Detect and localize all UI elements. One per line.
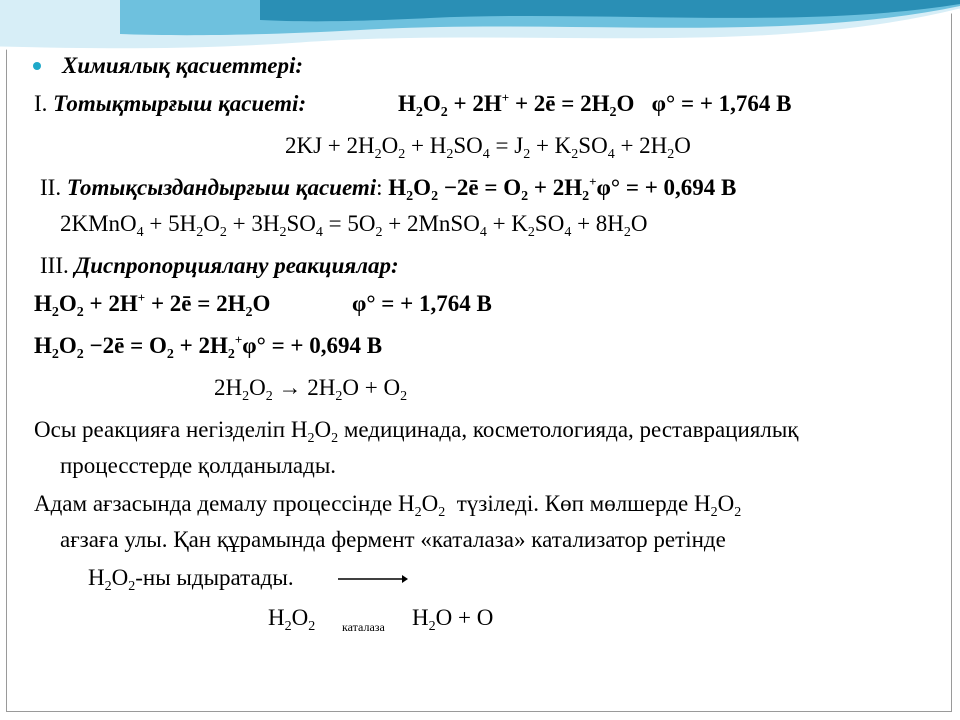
section-3-equation-2: $H_2O_2$ −2ē = $O_2 + 2H_2^+\varphi^\circ$ = + 0,694 В	[34, 332, 383, 362]
section-3-title: Диспропорциялану реакциялар:	[74, 253, 399, 278]
catalyst-label: каталаза	[342, 620, 385, 634]
paragraph-1-line-2: процесстерде қолданылады.	[60, 453, 337, 478]
section-1-roman: I.	[34, 91, 48, 116]
section-3-line	[40, 252, 399, 280]
final-reactant: $H_2O_2$	[268, 605, 316, 634]
section-1-example-equation: $2KJ + 2H_2O_2 + H_2SO_4 = J_2 + K_2SO_4 + 2H_2O$	[285, 133, 691, 162]
section-2-line: II. Тотықсыздандырғыш қасиеті: $H_2O_2$ −2ē = $O_2 + 2H_2^+\varphi^\circ$ = + 0,694 В	[40, 174, 737, 204]
paragraph-2-line-2: ағзаға улы. Қан құрамында фермент «каталаза» катализатор ретінде	[60, 527, 726, 552]
bullet-icon	[33, 62, 41, 70]
section-1-equation: $H_2O_2 + 2H^+$ + 2ē = $2H_2O$ φ° = + 1,764 В	[398, 90, 792, 120]
final-products: $H_2O + O$	[412, 605, 494, 634]
paragraph-2-line-1: Адам ағзасында демалу процессінде $H_2O_2$ түзіледі. Көп мөлшерде $H_2O_2$	[34, 491, 742, 520]
heading-chemical-properties: Химиялық қасиеттері:	[62, 53, 303, 78]
paragraph-2-line-3: $H_2O_2-ны$ ыдыратады.	[88, 565, 294, 594]
section-2-example-equation: 2KMnO$_4$ + $5H_2O_2 + 3H_2SO_4 = 5O_2$ + 2MnSO$_4$ + $K_2SO_4 + 8H_2O$	[60, 211, 648, 240]
section-3-equation-3: $2H_2O_2 \to 2H_2O + O_2$	[214, 375, 408, 404]
section-2-roman: II.	[40, 175, 62, 200]
section-3-equation-1: $H_2O_2 + 2H^+$ + 2ē = $2H_2O$	[34, 290, 271, 320]
section-2-equation: $H_2O_2$ −2ē = $O_2 + 2H_2^+\varphi^\circ$ = + 0,694 В	[388, 174, 737, 204]
section-3-roman: III.	[40, 253, 69, 278]
reaction-arrow-icon	[338, 574, 408, 584]
section-3-potential-1: φ° = + 1,764 В	[352, 291, 492, 316]
section-1-title: Тотықтырғыш қасиеті:	[53, 91, 307, 116]
section-1-line	[34, 90, 306, 118]
paragraph-1-line-1: Осы реакцияға негізделіп $H_2O_2$ медицинада, косметологияда, реставрациялық	[34, 417, 799, 446]
section-2-title: Тотықсыздандырғыш қасиеті	[66, 175, 377, 200]
